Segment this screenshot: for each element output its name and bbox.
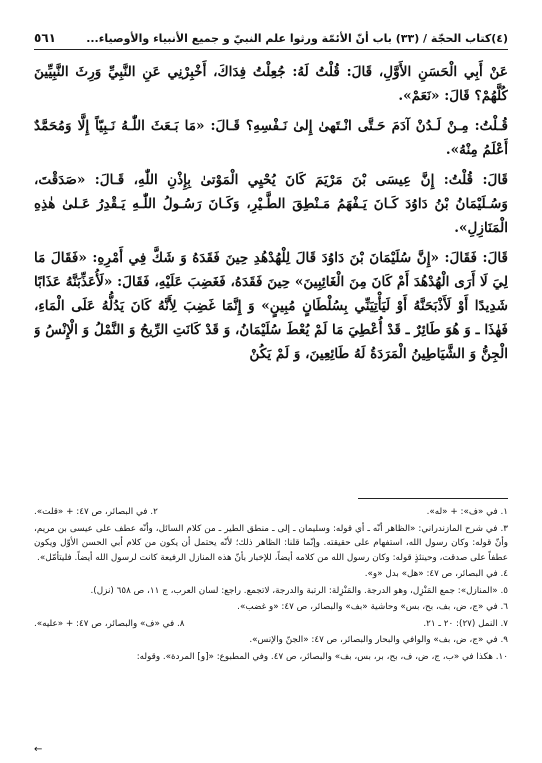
- footnote: ٩. في «ج، ض، بف» والوافي والبحار والبصائر، ص ٤٧: «الجنّ والإنس».: [249, 635, 508, 645]
- paragraph: قُـلْتُ: مِـنْ لَـدُنْ آدَمَ حَـتَّى انْـتَهىٰ إِلىٰ نَـفْسِهِ؟ قَـالَ: «مَا بَـعَثَ اللّٰـهُ نَـبِيّاً إِلَّا وَمُحَمَّدٌ أَعْلَمُ مِنْهُ».: [34, 118, 508, 158]
- paragraph: قَالَ: قُلْتُ: إِنَّ عِيسَى بْنَ مَرْيَمَ كَانَ يُحْيِي الْمَوْتىٰ بِإِذْنِ اللّٰهِ، قَـالَ: «صَدَقْتَ، وَسُـلَيْمَانُ بْنُ دَاوُدَ كَـانَ يَـفْهَمُ مَـنْطِقَ الطَّـيْرِ، وَكَـانَ رَسُـولُ اللّٰـهِ يَـقْدِرُ عَـلىٰ هٰذِهِ الْمَنَازِلِ».: [34, 172, 508, 236]
- page-number: ٥٦١: [34, 31, 56, 45]
- footnotes: [34, 505, 508, 741]
- footnote-row: [34, 617, 508, 632]
- footnote: ٢. في البصائر، ص ٤٧: + «قلت».: [34, 507, 158, 517]
- footnote: ٦. في «ج، ض، بف، بح، بس» وحاشية «بف» والبصائر، ص ٤٧: «و غضب».: [237, 602, 508, 612]
- continuation-arrow-icon: ←: [34, 744, 43, 755]
- footnote: ٧. النمل (٢٧): ٢٠ ـ ٢١.: [423, 618, 508, 629]
- footnote: ٤. في البصائر، ص ٤٧: «هل» بدل «و».: [364, 569, 508, 579]
- running-header: [34, 28, 508, 48]
- footnote: ٨. في «ف» والبصائر، ص ٤٧: + «عليه».: [34, 618, 185, 629]
- header-title: (٤)كتاب الحجّة / (٣٣) باب أنّ الأئمّة ورثوا علم النبيّ و جميع الأنبياء والأوصياء...: [86, 31, 508, 45]
- footnote-row: [34, 505, 508, 520]
- footnote: ١٠. هكذا في «ب، ج، ض، ف، بح، بر، بس، بف» والبصائر، ص ٤٧. وفي المطبوع: «[و] المردة». وقوله:: [136, 651, 508, 662]
- main-text: [34, 60, 508, 488]
- paragraph: قَالَ: فَقَالَ: «إِنَّ سُلَيْمَانَ بْنَ دَاوُدَ قَالَ لِلْهُدْهُدِ حِينَ فَقَدَهُ وَ شَكَّ فِي أَمْرِهِ: «فَقَالَ مَا لِيَ لَا أَرَى الْهُدْهُدَ أَمْ كَانَ مِنَ الْغَائِبِينَ» حِينَ فَقَدَهُ، فَغَضِبَ عَلَيْهِ، فَقَالَ: «لَأُعَذِّبَنَّهُ عَذَابًا شَدِيدًا أَوْ لَأَذْبَحَنَّهُ أَوْ لَيَأْتِيَنِّي بِسُلْطَانٍ مُبِينٍ» وَ إِنَّمَا غَضِبَ لِأَنَّهُ كَانَ يَدُلُّهُ عَلَى الْمَاءِ، فَهٰذَا ـ وَ هُوَ طَائِرٌ ـ قَدْ أُعْطِيَ مَا لَمْ يُعْطَ سُلَيْمَانُ، وَ قَدْ كَانَتِ الرِّيحُ وَ النَّمْلُ وَ الْإِنْسُ وَ الْجِنُّ وَ الشَّيَاطِينُ الْمَرَدَةُ لَهُ طَائِعِينَ، وَ لَمْ يَكُنْ: [34, 250, 508, 362]
- header-rule: [34, 49, 508, 50]
- footnote: ٣. في شرح المازندراني: «الظاهر أنّه ـ أي قوله: وسليمان ـ إلى ـ منطق الطير ـ من كلام السائل، وأنّه عطف على عيسى بن مريم، وأنّ قوله: وكان رسول الله، استفهام على حقيقته. وإنّما قلنا: الظاهر ذلك؛ لأنّه يحتمل أن يكون من كلام أبي الحسن الأوّل ويكون عطفاً على صدقت، وحينئذٍ قوله: وكان رسول الله من كلامه أيضاً، للإخبار بأنّ هذه المنازل الرفيعة كانت لرسول الله أيضاً. فليتأمّل».: [34, 523, 508, 563]
- footnote-rule: [358, 498, 508, 499]
- paragraph: عَنْ أَبِي الْحَسَنِ الأَوَّلِ، قَالَ: قُلْتُ لَهُ: جُعِلْتُ فِدَاكَ، أَخْبِرْنِي عَنِ النَّبِيِّ وَرِثَ النَّبِيِّينَ كُلَّهُمْ؟ قَالَ: «نَعَمْ».: [34, 64, 508, 104]
- footnote: ٥. «المنازل»: جمع المَنْزِل، وهو الدرجة. والمَنْزِلة: الرتبة والدرجة، لاتجمع. راجع: لسان العرب، ج ١١، ص ٦٥٨ (نزل).: [90, 585, 508, 596]
- footnote: ١. في «ف»: + «له».: [426, 507, 508, 517]
